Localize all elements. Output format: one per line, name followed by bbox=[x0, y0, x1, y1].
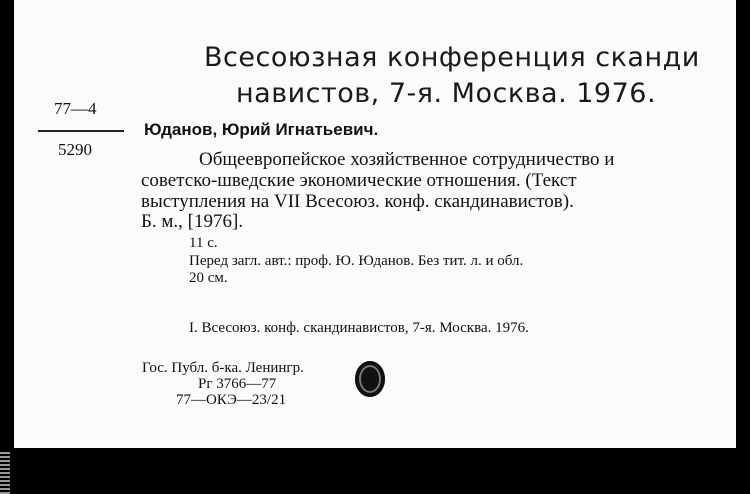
title-line-2: советско-шведские экономические отношения. (Текст bbox=[141, 170, 577, 191]
shelfmark-bottom: 5290 bbox=[58, 140, 92, 159]
library-stamp bbox=[355, 361, 385, 397]
title-line-1: Общеевропейское хозяйственное сотрудничество и bbox=[199, 149, 615, 170]
title-line-3: выступления на VII Всесоюз. конф. скандинавистов). bbox=[141, 191, 574, 212]
handwritten-line-1: Всесоюзная конференция сканди bbox=[204, 42, 700, 73]
library-number: Рг 3766—77 bbox=[198, 376, 277, 392]
author-heading: Юданов, Юрий Игнатьевич. bbox=[144, 120, 379, 139]
edge-stripe bbox=[0, 452, 10, 494]
collation-note: Перед загл. авт.: проф. Ю. Юданов. Без тит. л. и обл. bbox=[189, 253, 524, 269]
catalog-card bbox=[14, 0, 736, 448]
collation-size: 20 см. bbox=[189, 270, 228, 286]
title-line-4: Б. м., [1976]. bbox=[141, 211, 244, 232]
subject-tracing: I. Всесоюз. конф. скандинавистов, 7-я. Москва. 1976. bbox=[189, 320, 529, 336]
collation-pages: 11 с. bbox=[189, 235, 218, 251]
library-name: Гос. Публ. б-ка. Ленингр. bbox=[142, 360, 304, 376]
handwritten-line-2: навистов, 7-я. Москва. 1976. bbox=[236, 78, 657, 109]
shelfmark-divider bbox=[38, 130, 124, 132]
shelfmark-top: 77—4 bbox=[54, 99, 97, 118]
library-code: 77—ОКЭ—23/21 bbox=[176, 392, 287, 408]
